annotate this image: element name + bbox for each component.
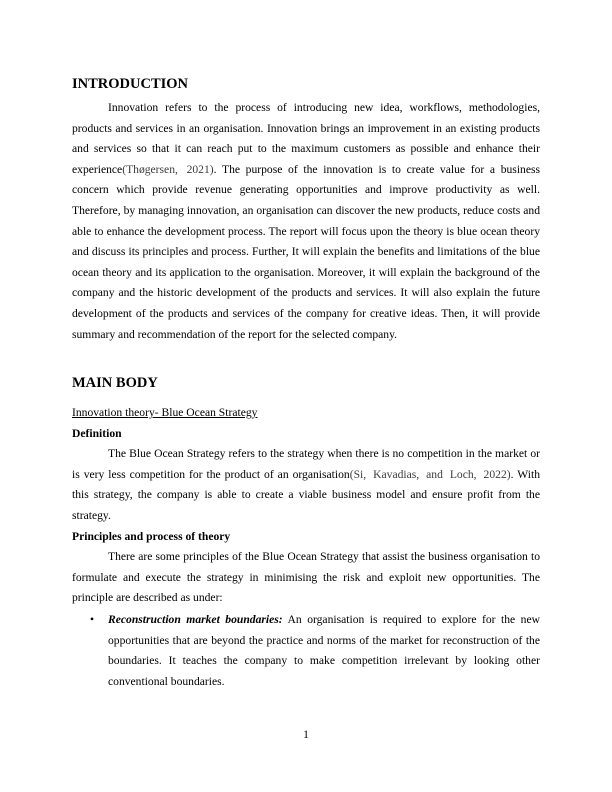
principles-label: Principles and process of theory xyxy=(72,530,231,543)
definition-citation: (Si, Kavadias, and Loch, 2022) xyxy=(349,467,511,481)
list-item xyxy=(72,610,540,692)
principles-text: There are some principles of the Blue Ocean Strategy that assist the business organisation to formulate and execute the strategy in minimising the risk and exploit new opportunities. The principle are described as under: xyxy=(72,550,540,605)
introduction-heading: INTRODUCTION xyxy=(72,76,189,92)
bullet-term: Reconstruction market boundaries: xyxy=(108,613,283,626)
theory-subheading: Innovation theory- Blue Ocean Strategy xyxy=(72,406,258,419)
page-number: 1 xyxy=(303,728,309,741)
introduction-paragraph xyxy=(72,98,540,345)
introduction-text-part2: . The purpose of the innovation is to create value for a business concern which provide revenue generating opportunities and improve productivity as well. Therefore, by managing innovation, an organisation can discover the new products, reduce costs and able to enhance the development process. The report will focus upon the theory is blue ocean theory and discuss its principles and process. Further, It will explain the benefits and limitations of the blue ocean theory and its application to the organisation. Moreover, it will explain the background of the company and the historic development of the products and services. It will also explain the future development of the products and services of the company for creative ideas. Then, it will provide summary and recommendation of the report for the selected company. xyxy=(72,162,541,341)
definition-text-part2: . With this strategy, the company is able to create a viable business model and ensure profit from the strategy. xyxy=(72,467,540,522)
introduction-citation: (Thøgersen, 2021) xyxy=(122,162,214,176)
definition-label: Definition xyxy=(72,427,122,440)
principles-bullet-list xyxy=(72,610,540,692)
bullet-text: An organisation is required to explore for the new opportunities that are beyond the practice and norms of the market for reconstruction of the boundaries. It teaches the company to make competition irrelevant by looking other conventional boundaries. xyxy=(108,613,540,688)
introduction-text-part1: Innovation refers to the process of introducing new idea, workflows, methodologies, products and services in an organisation. Innovation brings an improvement in an existing products and services so that it can reach put to the maximum customers as possible and enhance their experience xyxy=(72,101,540,176)
bullet-icon: • xyxy=(90,613,95,626)
definition-paragraph xyxy=(72,444,540,526)
principles-paragraph xyxy=(72,547,540,609)
definition-text-part1: The Blue Ocean Strategy refers to the strategy when there is no competition in the market or is very less competition for the product of an organisation xyxy=(72,447,540,481)
main-body-heading: MAIN BODY xyxy=(72,375,158,391)
